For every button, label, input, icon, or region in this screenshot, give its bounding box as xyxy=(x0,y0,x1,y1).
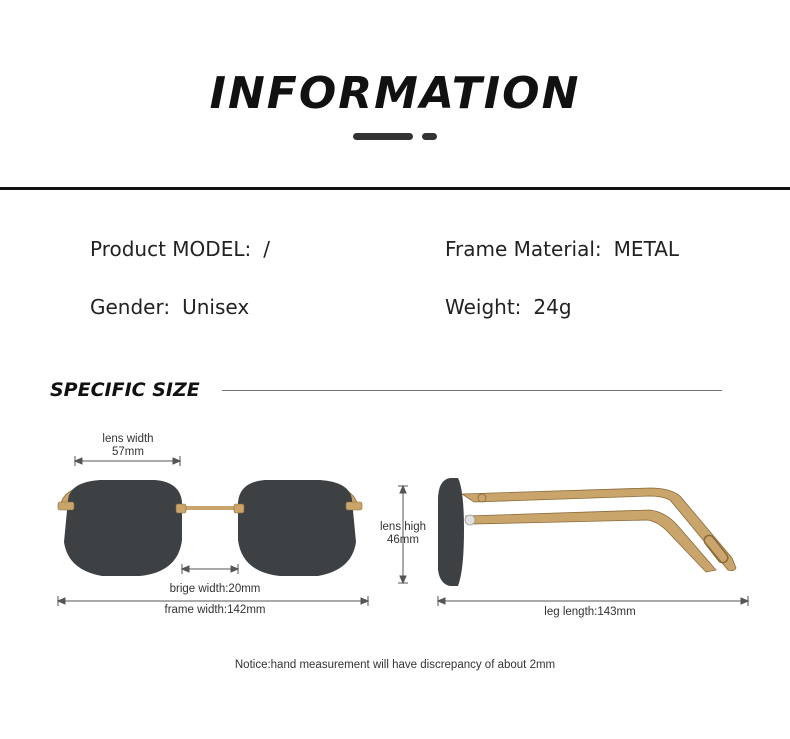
bridge-width-dimension xyxy=(182,564,238,574)
right-lens xyxy=(238,480,356,576)
gender-value: Unisex xyxy=(182,295,250,319)
left-hinge xyxy=(58,502,74,510)
leg-length-label: leg length:143mm xyxy=(544,606,636,618)
material-label: Frame Material: xyxy=(445,237,602,261)
bridge-width-label: brige width:20mm xyxy=(169,583,261,595)
lens-width-label: lens width xyxy=(102,433,154,445)
gender-label: Gender: xyxy=(90,295,171,319)
header-divider xyxy=(0,187,790,190)
title-accent-long xyxy=(353,133,413,140)
leg-length-dimension xyxy=(438,596,748,606)
nose-pad xyxy=(465,515,475,525)
size-heading: SPECIFIC SIZE xyxy=(50,379,200,401)
model-label: Product MODEL: xyxy=(90,237,252,261)
size-heading-line xyxy=(222,390,722,391)
side-lens xyxy=(438,478,464,586)
lens-high-label: lens high xyxy=(379,521,427,533)
weight-value: 24g xyxy=(533,295,572,319)
title-accent-short xyxy=(422,133,437,140)
weight-row xyxy=(445,295,572,319)
left-lens xyxy=(64,480,182,576)
material-value: METAL xyxy=(613,237,680,261)
lens-high-value: 46mm xyxy=(387,534,419,546)
side-temple-lower xyxy=(466,510,716,572)
material-row xyxy=(445,237,679,261)
page-title: INFORMATION xyxy=(209,68,581,119)
notice-text: Notice:hand measurement will have discrepancy of about 2mm xyxy=(234,659,556,671)
model-value: / xyxy=(263,237,270,261)
gender-row xyxy=(90,295,249,319)
lens-width-value: 57mm xyxy=(112,446,144,458)
frame-width-label: frame width:142mm xyxy=(164,604,266,616)
right-hinge xyxy=(346,502,362,510)
model-row xyxy=(90,237,270,261)
weight-label: Weight: xyxy=(445,295,522,319)
